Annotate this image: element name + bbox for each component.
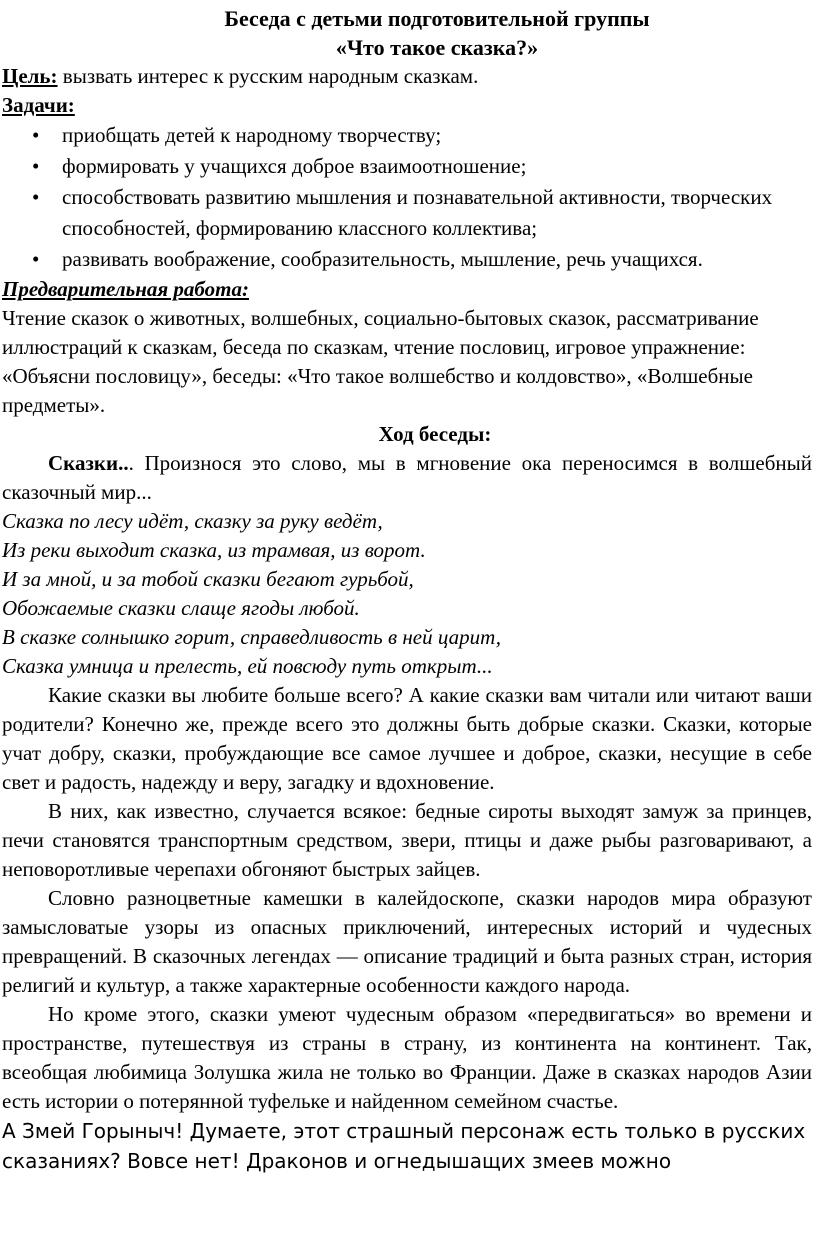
- paragraph: Но кроме этого, сказки умеют чудесным образом «передвигаться» во времени и пространстве, путешествуя из страны в страну, из континента на континент. Так, всеобщая любимица Золушка жила не только во Франции. Даже в сказках народов Азии есть истории о потерянной туфельке и найденном семейном счастье.: [2, 1002, 812, 1113]
- preliminary-text: Чтение сказок о животных, волшебных, социально-бытовых сказок, рассматривание иллюстраций к сказкам, беседа по сказкам, чтение пословиц, игровое упражнение: «Объясни пословицу», беседы: «Что такое волшебство и колдовство», «Волшебные предметы».: [2, 306, 759, 417]
- intro-text: . Произнося это слово, мы в мгновение ока переносимся в волшебный сказочный мир...: [2, 451, 812, 504]
- tasks-list: [2, 120, 812, 275]
- tail-line1: А Змей Горыныч! Думаете, этот страшный персонаж есть только в русских: [2, 1119, 806, 1143]
- poem-line: Обожаемые сказки слаще ягоды любой.: [2, 596, 360, 620]
- task-text: развивать воображение, сообразительность, мышление, речь учащихся.: [62, 247, 703, 271]
- preliminary-label: Предварительная работа:: [2, 277, 249, 301]
- list-item: [2, 244, 812, 275]
- tail-line2: сказаниях? Вовсе нет! Драконов и огнедышащих змеев можно: [2, 1149, 672, 1173]
- goal-label: Цель:: [2, 64, 58, 88]
- bullet-icon: •: [32, 247, 40, 271]
- goal-line: [2, 62, 812, 91]
- paragraph: В них, как известно, случается всякое: бедные сироты выходят замуж за принцев, печи становятся транспортным средством, звери, птицы и даже рыбы разговаривают, а неповоротливые черепахи обгоняют быстрых зайцев.: [2, 799, 812, 881]
- paragraph: Словно разноцветные камешки в калейдоскопе, сказки народов мира образуют замысловатые узоры из опасных приключений, интересных историй и чудесных превращений. В сказочных легендах — описание традиций и быта разных стран, история религий и культур, а также характерные особенности каждого народа.: [2, 886, 812, 997]
- bullet-icon: •: [32, 185, 40, 209]
- intro-bold: Сказки..: [48, 451, 129, 475]
- course-heading: Ход беседы:: [378, 422, 492, 446]
- task-text: формировать у учащихся доброе взаимоотношение;: [62, 154, 527, 178]
- poem-line: Сказка умница и прелесть, ей повсюду путь открыт...: [2, 654, 493, 678]
- course-intro: [2, 449, 812, 507]
- preliminary-heading: [2, 275, 812, 304]
- task-text: способствовать развитию мышления и познавательной активности, творческих способностей, формированию классного коллектива;: [62, 185, 773, 240]
- poem-line: В сказке солнышко горит, справедливость в ней царит,: [2, 625, 502, 649]
- bullet-icon: •: [32, 123, 40, 147]
- task-text: приобщать детей к народному творчеству;: [62, 123, 442, 147]
- list-item: [2, 182, 812, 244]
- list-item: [2, 120, 812, 151]
- goal-text: вызвать интерес к русским народным сказкам.: [57, 64, 479, 88]
- tasks-label: Задачи:: [2, 93, 75, 117]
- poem-line: Сказка по лесу идёт, сказку за руку ведёт,: [2, 509, 383, 533]
- document-title-line2: «Что такое сказка?»: [335, 35, 539, 60]
- poem-line: И за мной, и за тобой сказки бегают гурьбой,: [2, 567, 414, 591]
- bullet-icon: •: [32, 154, 40, 178]
- list-item: [2, 151, 812, 182]
- tasks-heading: [2, 91, 812, 120]
- paragraph: Какие сказки вы любите больше всего? А какие сказки вам читали или читают ваши родители? Конечно же, прежде всего это должны быть добрые сказки. Сказки, которые учат добру, сказки, пробуждающие все самое лучшее и доброе, сказки, несущие в себе свет и радость, надежду и веру, загадку и вдохновение.: [2, 683, 812, 794]
- document-title-line1: Беседа с детьми подготовительной группы: [224, 6, 650, 31]
- poem-line: Из реки выходит сказка, из трамвая, из ворот.: [2, 538, 426, 562]
- poem: [2, 507, 812, 681]
